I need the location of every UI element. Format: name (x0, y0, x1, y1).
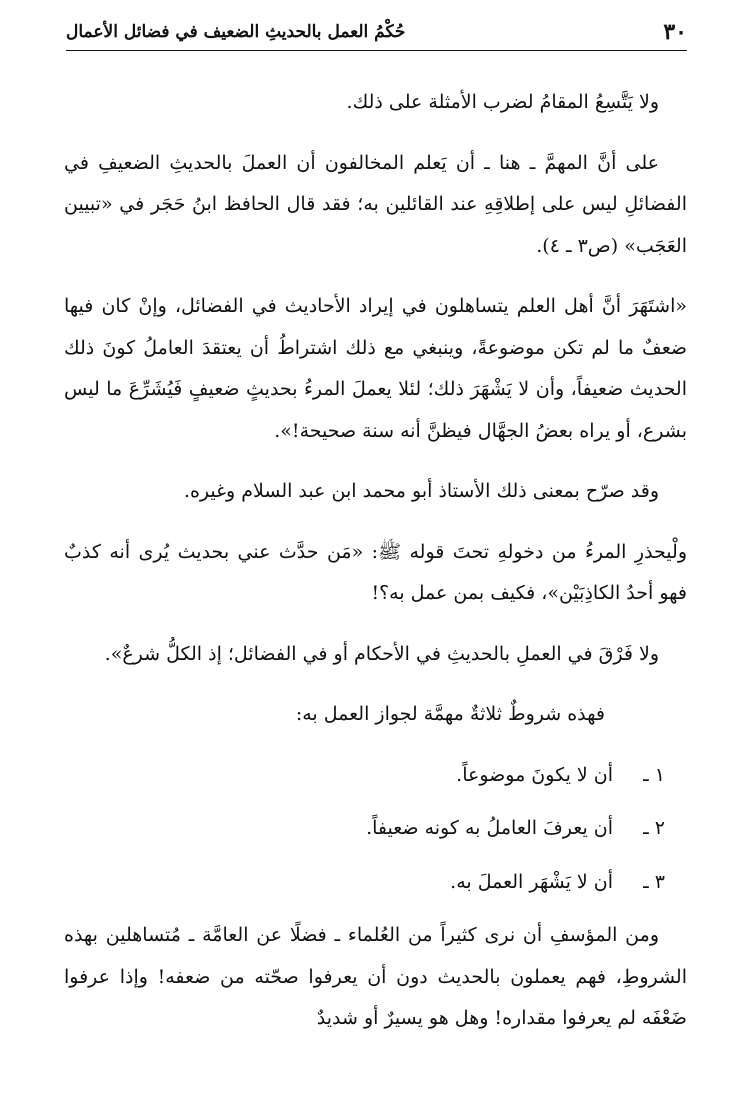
page-number: ٣٠ (663, 19, 687, 45)
paragraph: ولْيحذرِ المرءُ من دخولهِ تحتَ قوله ﷺ: «مَن حدَّث عني بحديث يُرى أنه كذبٌ فهو أحدُ الكاذِبَيْن»، فكيف بمن عمل به؟! (64, 540, 687, 604)
quotation-paragraph: «اشتَهَرَ أنَّ أهل العلم يتساهلون في إيراد الأحاديث في الفضائل، وإنْ كان فيها ضعفٌ ما لم تكن موضوعةً، وينبغي مع ذلك اشتراطُ أن يعتقدَ العاملُ كونَ ذلك الحديث ضعيفاً، وأن لا يَشْهَرَ ذلك؛ لئلا يعملَ المرءُ بحديثٍ ضعيفٍ فَيُشَرِّعَ ما ليس بشرع، أو يراه بعضُ الجهَّال فيظنَّ أنه سنة صحيحة!». (64, 295, 687, 442)
page-body (64, 82, 687, 1059)
condition-item (64, 862, 687, 904)
condition-number: ١ ـ (643, 763, 665, 786)
condition-item (64, 808, 687, 850)
paragraph: وقد صرّح بمعنى ذلك الأستاذ أبو محمد ابن عبد السلام وغيره. (183, 480, 659, 502)
condition-item (64, 755, 687, 797)
conditions-intro: فهذه شروطٌ ثلاثةٌ مهمَّة لجواز العمل به: (295, 703, 605, 725)
paragraph: ولا يَتَّسِعُ المقامُ لضرب الأمثلة على ذلك. (346, 91, 659, 113)
condition-number: ٣ ـ (643, 870, 665, 893)
condition-text: أن لا يَشْهَر العملَ به. (450, 870, 613, 893)
paragraph: على أنَّ المهمَّ ـ هنا ـ أن يَعلم المخالفون أن العملَ بالحديثِ الضعيفِ في الفضائلِ ليس على إطلاقِهِ عند القائلين به؛ فقد قال الحافظ ابنُ حَجَر في «تبيين العَجَب» (ص٣ ـ ٤). (64, 151, 687, 257)
condition-number: ٢ ـ (643, 817, 665, 839)
running-title: حُكْمُ العمل بالحديثِ الضعيف في فضائل الأعمال (66, 22, 406, 42)
condition-text: أن لا يكونَ موضوعاً. (456, 763, 613, 786)
paragraph: ولا فَرْقَ في العملِ بالحديثِ في الأحكام أو في الفضائل؛ إذ الكلُّ شرعٌ». (104, 642, 659, 665)
closing-paragraph: ومن المؤسفِ أن نرى كثيراً من العُلماء ـ فضلًا عن العامَّة ـ مُتساهلين بهذه الشروطِ، فهم يعملون بالحديث دون أن يعرفوا صحّته من ضعفه! وإذا عرفوا ضَعْفَه لم يعرفوا مقداره! وهل هو يسيرٌ أو شديدٌ (64, 924, 687, 1029)
condition-text: أن يعرفَ العاملُ به كونه ضعيفاً. (366, 817, 613, 839)
page-header (66, 14, 687, 51)
